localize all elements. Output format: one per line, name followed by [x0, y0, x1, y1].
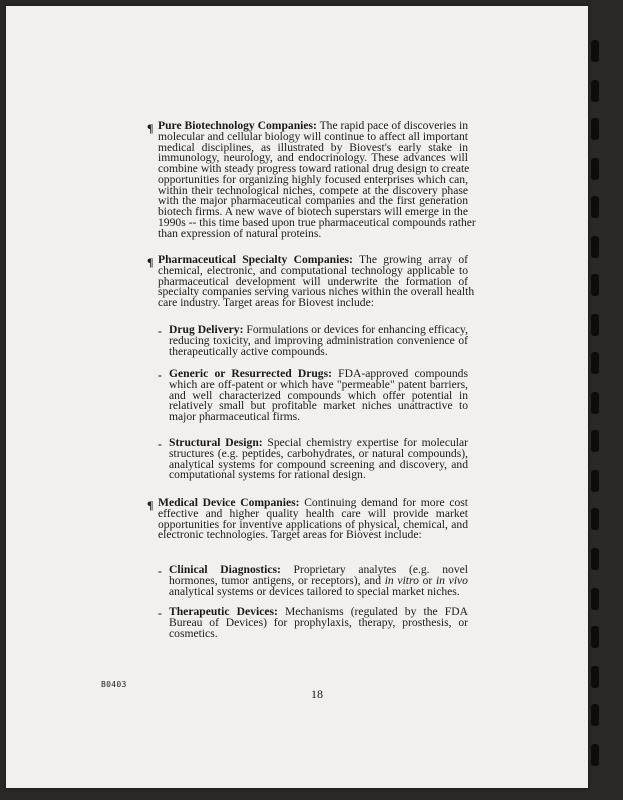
text-segment: The rapid pace of discoveries in: [316, 119, 468, 132]
binding-hole: [591, 314, 599, 336]
section-paragraph: [158, 119, 476, 240]
text-segment: specialty companies serving various niches within the overall health: [158, 285, 475, 299]
list-item: [169, 369, 468, 423]
text-segment: medical disciplines, as illustrated by Biovest's early stake in: [158, 140, 468, 154]
list-dash: -: [158, 369, 162, 382]
binding-hole: [591, 744, 599, 766]
italic-term: in vivo: [435, 573, 468, 587]
list-dash: -: [158, 438, 162, 451]
pilcrow-marker: ¶: [147, 121, 154, 135]
binding-hole: [591, 666, 599, 688]
list-item: [169, 438, 468, 481]
binding-hole: [591, 548, 599, 570]
text-line: [169, 344, 468, 358]
pilcrow-marker: ¶: [147, 255, 154, 269]
text-segment: Bureau of Devices) for prophylaxis, therapy, prosthesis, or: [169, 615, 468, 629]
text-segment: which are off-patent or which have "permeable" patent barriers,: [169, 377, 468, 391]
page-number: 18: [311, 687, 323, 701]
text-segment: opportunities for inventive applications of physical, chemical, and: [158, 517, 468, 531]
text-segment: major pharmaceutical firms.: [169, 410, 301, 423]
text-segment: analytical systems or devices tailored to special market niches.: [169, 584, 460, 598]
binding-hole: [591, 236, 599, 258]
text-segment: therapeutically active compounds.: [169, 344, 328, 358]
text-segment: electronic technologies. Target areas for Biovest include:: [158, 528, 422, 542]
binding-hole: [591, 118, 599, 140]
text-segment: opportunities for organizing highly focused enterprises which can,: [158, 172, 468, 186]
text-segment: FDA-approved compounds: [331, 367, 468, 380]
binding-hole: [591, 392, 599, 414]
binding-hole: [591, 352, 599, 374]
text-segment: structures (e.g. peptides, carbohydrates, or natural compounds),: [169, 446, 468, 460]
text-segment: biotech firms. A new wave of biotech superstars will emerge in the: [158, 205, 468, 218]
list-dash: -: [158, 325, 162, 338]
text-segment: The growing array of: [352, 253, 468, 266]
item-heading: Pure Biotechnology Companies:: [158, 119, 317, 132]
text-segment: care industry. Target areas for Biovest include:: [158, 296, 374, 309]
text-line: [169, 626, 468, 640]
text-segment: chemical, electronic, and computational technology applicable to: [158, 263, 468, 277]
binding-hole: [591, 626, 599, 648]
text-segment: pharmaceutical development will underwrite the formation of: [158, 274, 468, 288]
list-item: [169, 565, 468, 597]
item-heading: Drug Delivery:: [169, 323, 244, 336]
text-segment: cosmetics.: [169, 626, 218, 640]
text-segment: relatively small but profitable market niches unattractive to: [169, 399, 468, 413]
text-segment: molecular and cellular biology will continue to affect all important: [158, 129, 468, 143]
item-heading: Therapeutic Devices:: [169, 605, 278, 618]
text-segment: combine with steady progress toward rational drug design to create: [158, 162, 470, 175]
binding-hole: [591, 704, 599, 726]
section-paragraph: [158, 498, 468, 541]
text-line: [169, 412, 468, 423]
list-item: [169, 607, 468, 639]
text-segment: Formulations or devices for enhancing efficacy,: [243, 323, 468, 336]
list-dash: -: [158, 565, 162, 578]
list-dash: -: [158, 607, 162, 620]
text-segment: immunology, neurology, and endocrinology. These advances will: [158, 151, 468, 165]
document-page: [6, 6, 588, 788]
text-segment: or: [418, 573, 436, 587]
binding-hole: [591, 274, 599, 296]
text-segment: effective and higher quality health care will provide market: [158, 506, 468, 520]
text-line: [158, 298, 468, 309]
text-segment: with the major pharmaceutical companies and the first generation: [158, 194, 468, 208]
text-segment: hormones, tumor antigens, or receptors), and: [169, 573, 385, 587]
text-line: [169, 584, 468, 598]
text-line: [169, 470, 468, 481]
text-segment: than expression of natural proteins.: [158, 226, 322, 240]
binding-hole: [591, 80, 599, 102]
binding-hole: [591, 470, 599, 492]
text-segment: Mechanisms (regulated by the FDA: [277, 605, 468, 618]
text-line: [158, 530, 468, 541]
binding-hole: [591, 430, 599, 452]
text-segment: 1990s -- this time based upon true pharmaceutical compounds rather: [158, 215, 476, 229]
item-heading: Medical Device Companies:: [158, 496, 300, 509]
item-heading: Generic or Resurrected Drugs:: [169, 367, 332, 380]
binding-hole: [591, 158, 599, 180]
item-heading: Clinical Diagnostics:: [169, 563, 281, 576]
binding-hole: [591, 40, 599, 62]
section-paragraph: [158, 253, 475, 309]
binding-hole: [591, 508, 599, 530]
text-segment: Continuing demand for more cost: [299, 496, 468, 509]
text-segment: reducing toxicity, and improving administration convenience of: [169, 333, 468, 347]
text-segment: within their technological niches, compete at the discovery phase: [158, 183, 468, 197]
text-line: [158, 226, 468, 240]
document-code: B0403: [101, 680, 127, 689]
text-segment: analytical systems for compound screening and discovery, and: [169, 457, 468, 471]
list-item: [169, 325, 468, 357]
item-heading: Structural Design:: [169, 436, 263, 449]
text-segment: computational systems for rational design.: [169, 468, 366, 482]
text-segment: and well characterized compounds which offer potential in: [169, 388, 468, 402]
pilcrow-marker: ¶: [147, 498, 154, 512]
binding-hole: [591, 196, 599, 218]
binding-hole: [591, 588, 599, 610]
italic-term: in vitro: [384, 573, 419, 587]
text-segment: Proprietary analytes (e.g. novel: [280, 563, 469, 576]
text-segment: Special chemistry expertise for molecular: [262, 436, 468, 449]
item-heading: Pharmaceutical Specialty Companies:: [158, 253, 353, 266]
